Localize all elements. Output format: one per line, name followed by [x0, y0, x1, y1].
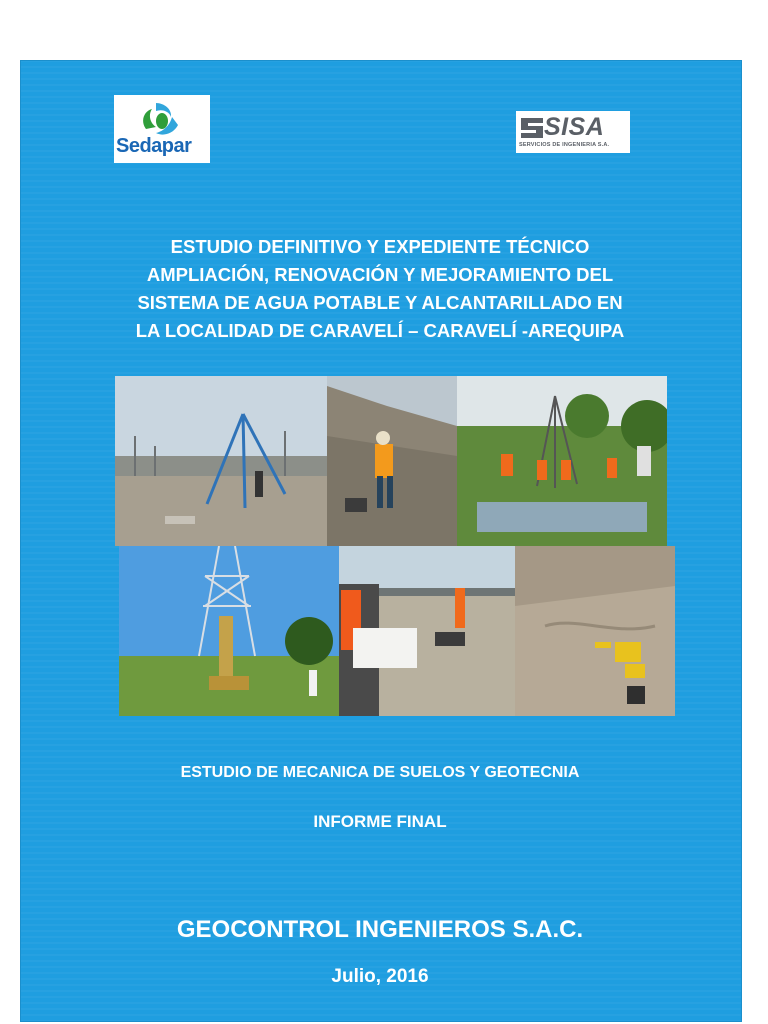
study-subtitle: ESTUDIO DE MECANICA DE SUELOS Y GEOTECNIA: [180, 764, 580, 781]
field-crew-tripod-photo: [457, 376, 667, 546]
report-date: Julio, 2016: [331, 966, 429, 987]
report-cover: [20, 60, 742, 1022]
sisa-emblem-icon: [519, 114, 547, 140]
title-line: SISTEMA DE AGUA POTABLE Y ALCANTARILLADO EN: [137, 292, 623, 313]
title-line: LA LOCALIDAD DE CARAVELÍ – CARAVELÍ -AREQUIPA: [135, 320, 625, 341]
title-line: ESTUDIO DEFINITIVO Y EXPEDIENTE TÉCNICO: [170, 236, 590, 257]
sisa-subtitle: SERVICIOS DE INGENIERIA S.A.: [519, 142, 610, 148]
worker-holding-sign-photo: [339, 546, 515, 716]
project-title: [80, 233, 680, 345]
sedapar-logo: [114, 95, 210, 163]
rocky-hillside-worker-photo: [327, 376, 457, 546]
sandy-ground-equipment-photo: [515, 546, 675, 716]
title-line: AMPLIACIÓN, RENOVACIÓN Y MEJORAMIENTO DEL: [146, 264, 614, 285]
sisa-logo: [516, 111, 630, 153]
company-name: GEOCONTROL INGENIEROS S.A.C.: [176, 916, 584, 943]
transmission-tower-drill-rig-photo: [119, 546, 339, 716]
sisa-wordmark: SISA: [544, 113, 605, 141]
report-type: INFORME FINAL: [313, 812, 447, 831]
sedapar-wordmark: Sedapar: [116, 135, 192, 157]
drilling-tripod-site-photo: [115, 376, 327, 546]
sedapar-drop-icon: [138, 99, 184, 139]
